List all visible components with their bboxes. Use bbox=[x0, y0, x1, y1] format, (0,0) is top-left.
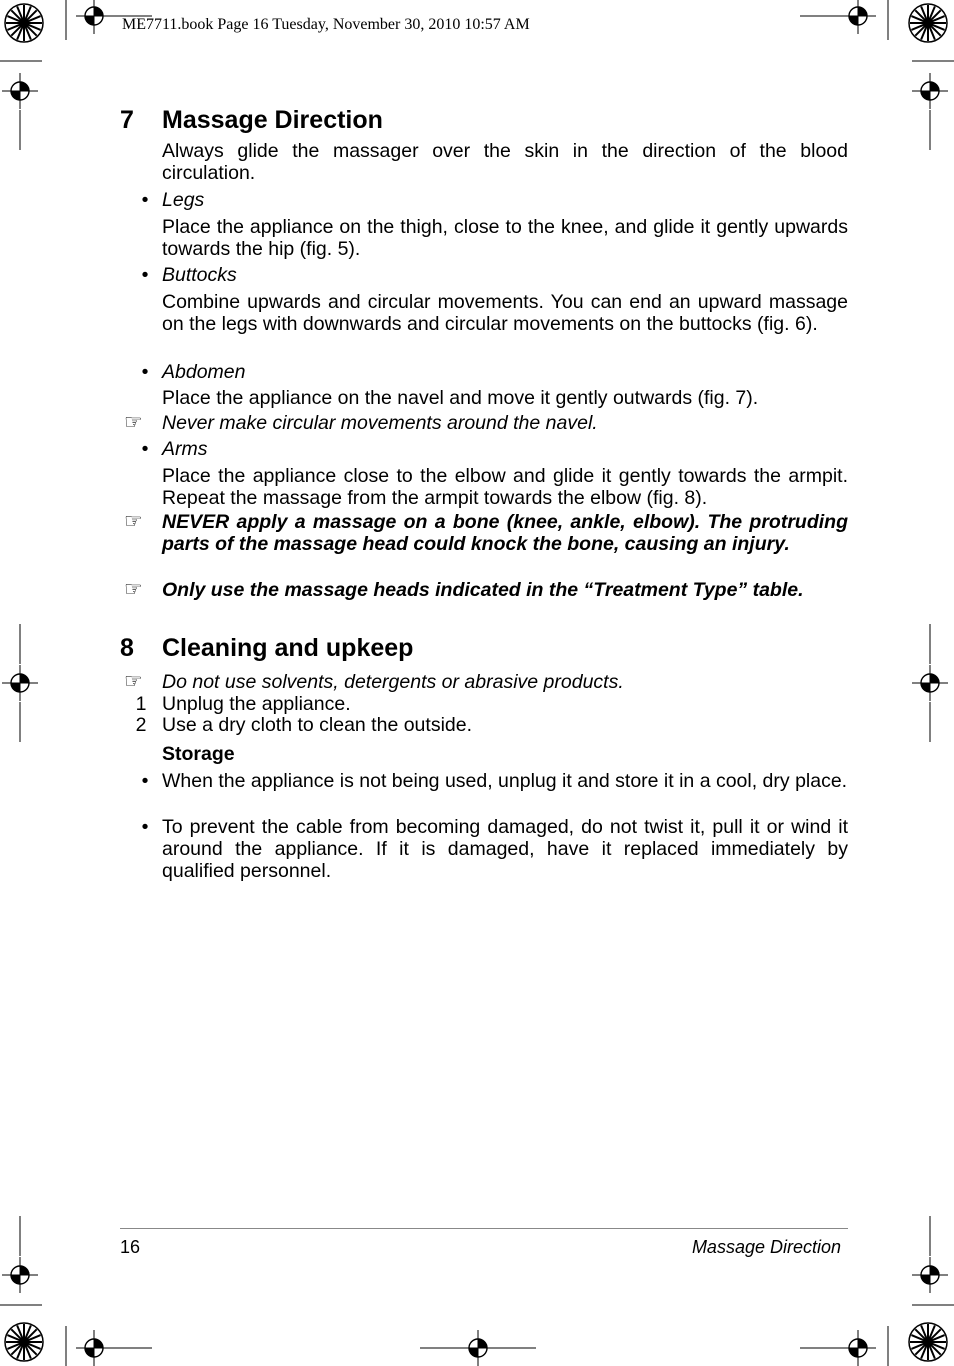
storage-item: When the appliance is not being used, unplug it and store it in a cool, dry place. bbox=[162, 770, 848, 792]
pointing-hand-icon: ☞ bbox=[124, 670, 143, 693]
bullet: • bbox=[141, 438, 149, 460]
storage-item: To prevent the cable from becoming damaged, do not twist it, pull it or wind it around the appliance. If it is damaged, have it replaced immediately by qualified personnel. bbox=[162, 816, 848, 882]
item-text-legs: Place the appliance on the thigh, close to the knee, and glide it gently upwards towards the hip (fig. 5). bbox=[162, 216, 848, 260]
item-text-buttocks: Combine upwards and circular movements. You can end an upward massage on the legs with downwards and circular movements on the buttocks (fig. 6). bbox=[162, 291, 848, 335]
warning-bone: NEVER apply a massage on a bone (knee, ankle, elbow). The protruding parts of the massage head could knock the bone, causing an injury. bbox=[162, 511, 848, 555]
section-number: 8 bbox=[120, 634, 134, 662]
section-title: Massage Direction bbox=[162, 106, 383, 134]
step-text: Unplug the appliance. bbox=[162, 693, 351, 715]
note-navel: Never make circular movements around the navel. bbox=[162, 412, 598, 434]
bullet: • bbox=[141, 361, 149, 383]
bullet: • bbox=[141, 189, 149, 211]
bullet: • bbox=[141, 264, 149, 286]
item-label-abdomen: Abdomen bbox=[162, 361, 246, 383]
item-text-arms: Place the appliance close to the elbow and glide it gently towards the armpit. Repeat the massage from the armpit towards the elbow (fig. 8). bbox=[162, 465, 848, 509]
section-heading-cleaning bbox=[120, 634, 413, 663]
item-text-abdomen: Place the appliance on the navel and move it gently outwards (fig. 7). bbox=[162, 387, 759, 409]
bullet: • bbox=[141, 770, 149, 792]
running-title: Massage Direction bbox=[691, 1237, 841, 1257]
step-number: 2 bbox=[135, 714, 147, 736]
pointing-hand-icon: ☞ bbox=[124, 411, 143, 434]
item-label-buttocks: Buttocks bbox=[162, 264, 237, 286]
warning-massage-heads: Only use the massage heads indicated in the “Treatment Type” table. bbox=[162, 579, 804, 601]
note-products: Do not use solvents, detergents or abrasive products. bbox=[162, 671, 624, 693]
step-text: Use a dry cloth to clean the outside. bbox=[162, 714, 473, 736]
intro-paragraph: Always glide the massager over the skin in the direction of the blood circulation. bbox=[162, 140, 848, 184]
section-title: Cleaning and upkeep bbox=[162, 634, 414, 662]
footer-rule bbox=[120, 1228, 848, 1229]
item-label-arms: Arms bbox=[162, 438, 208, 460]
section-heading-massage-direction bbox=[120, 106, 383, 135]
print-slug: ME7711.book Page 16 Tuesday, November 30, 2010 10:57 AM bbox=[122, 16, 530, 33]
step-number: 1 bbox=[135, 693, 147, 715]
storage-heading: Storage bbox=[162, 743, 235, 765]
item-label-legs: Legs bbox=[162, 189, 205, 211]
bullet: • bbox=[141, 816, 149, 838]
pointing-hand-icon: ☞ bbox=[124, 578, 143, 601]
page-number: 16 bbox=[120, 1237, 141, 1257]
section-number: 7 bbox=[120, 106, 134, 134]
pointing-hand-icon: ☞ bbox=[124, 510, 143, 533]
